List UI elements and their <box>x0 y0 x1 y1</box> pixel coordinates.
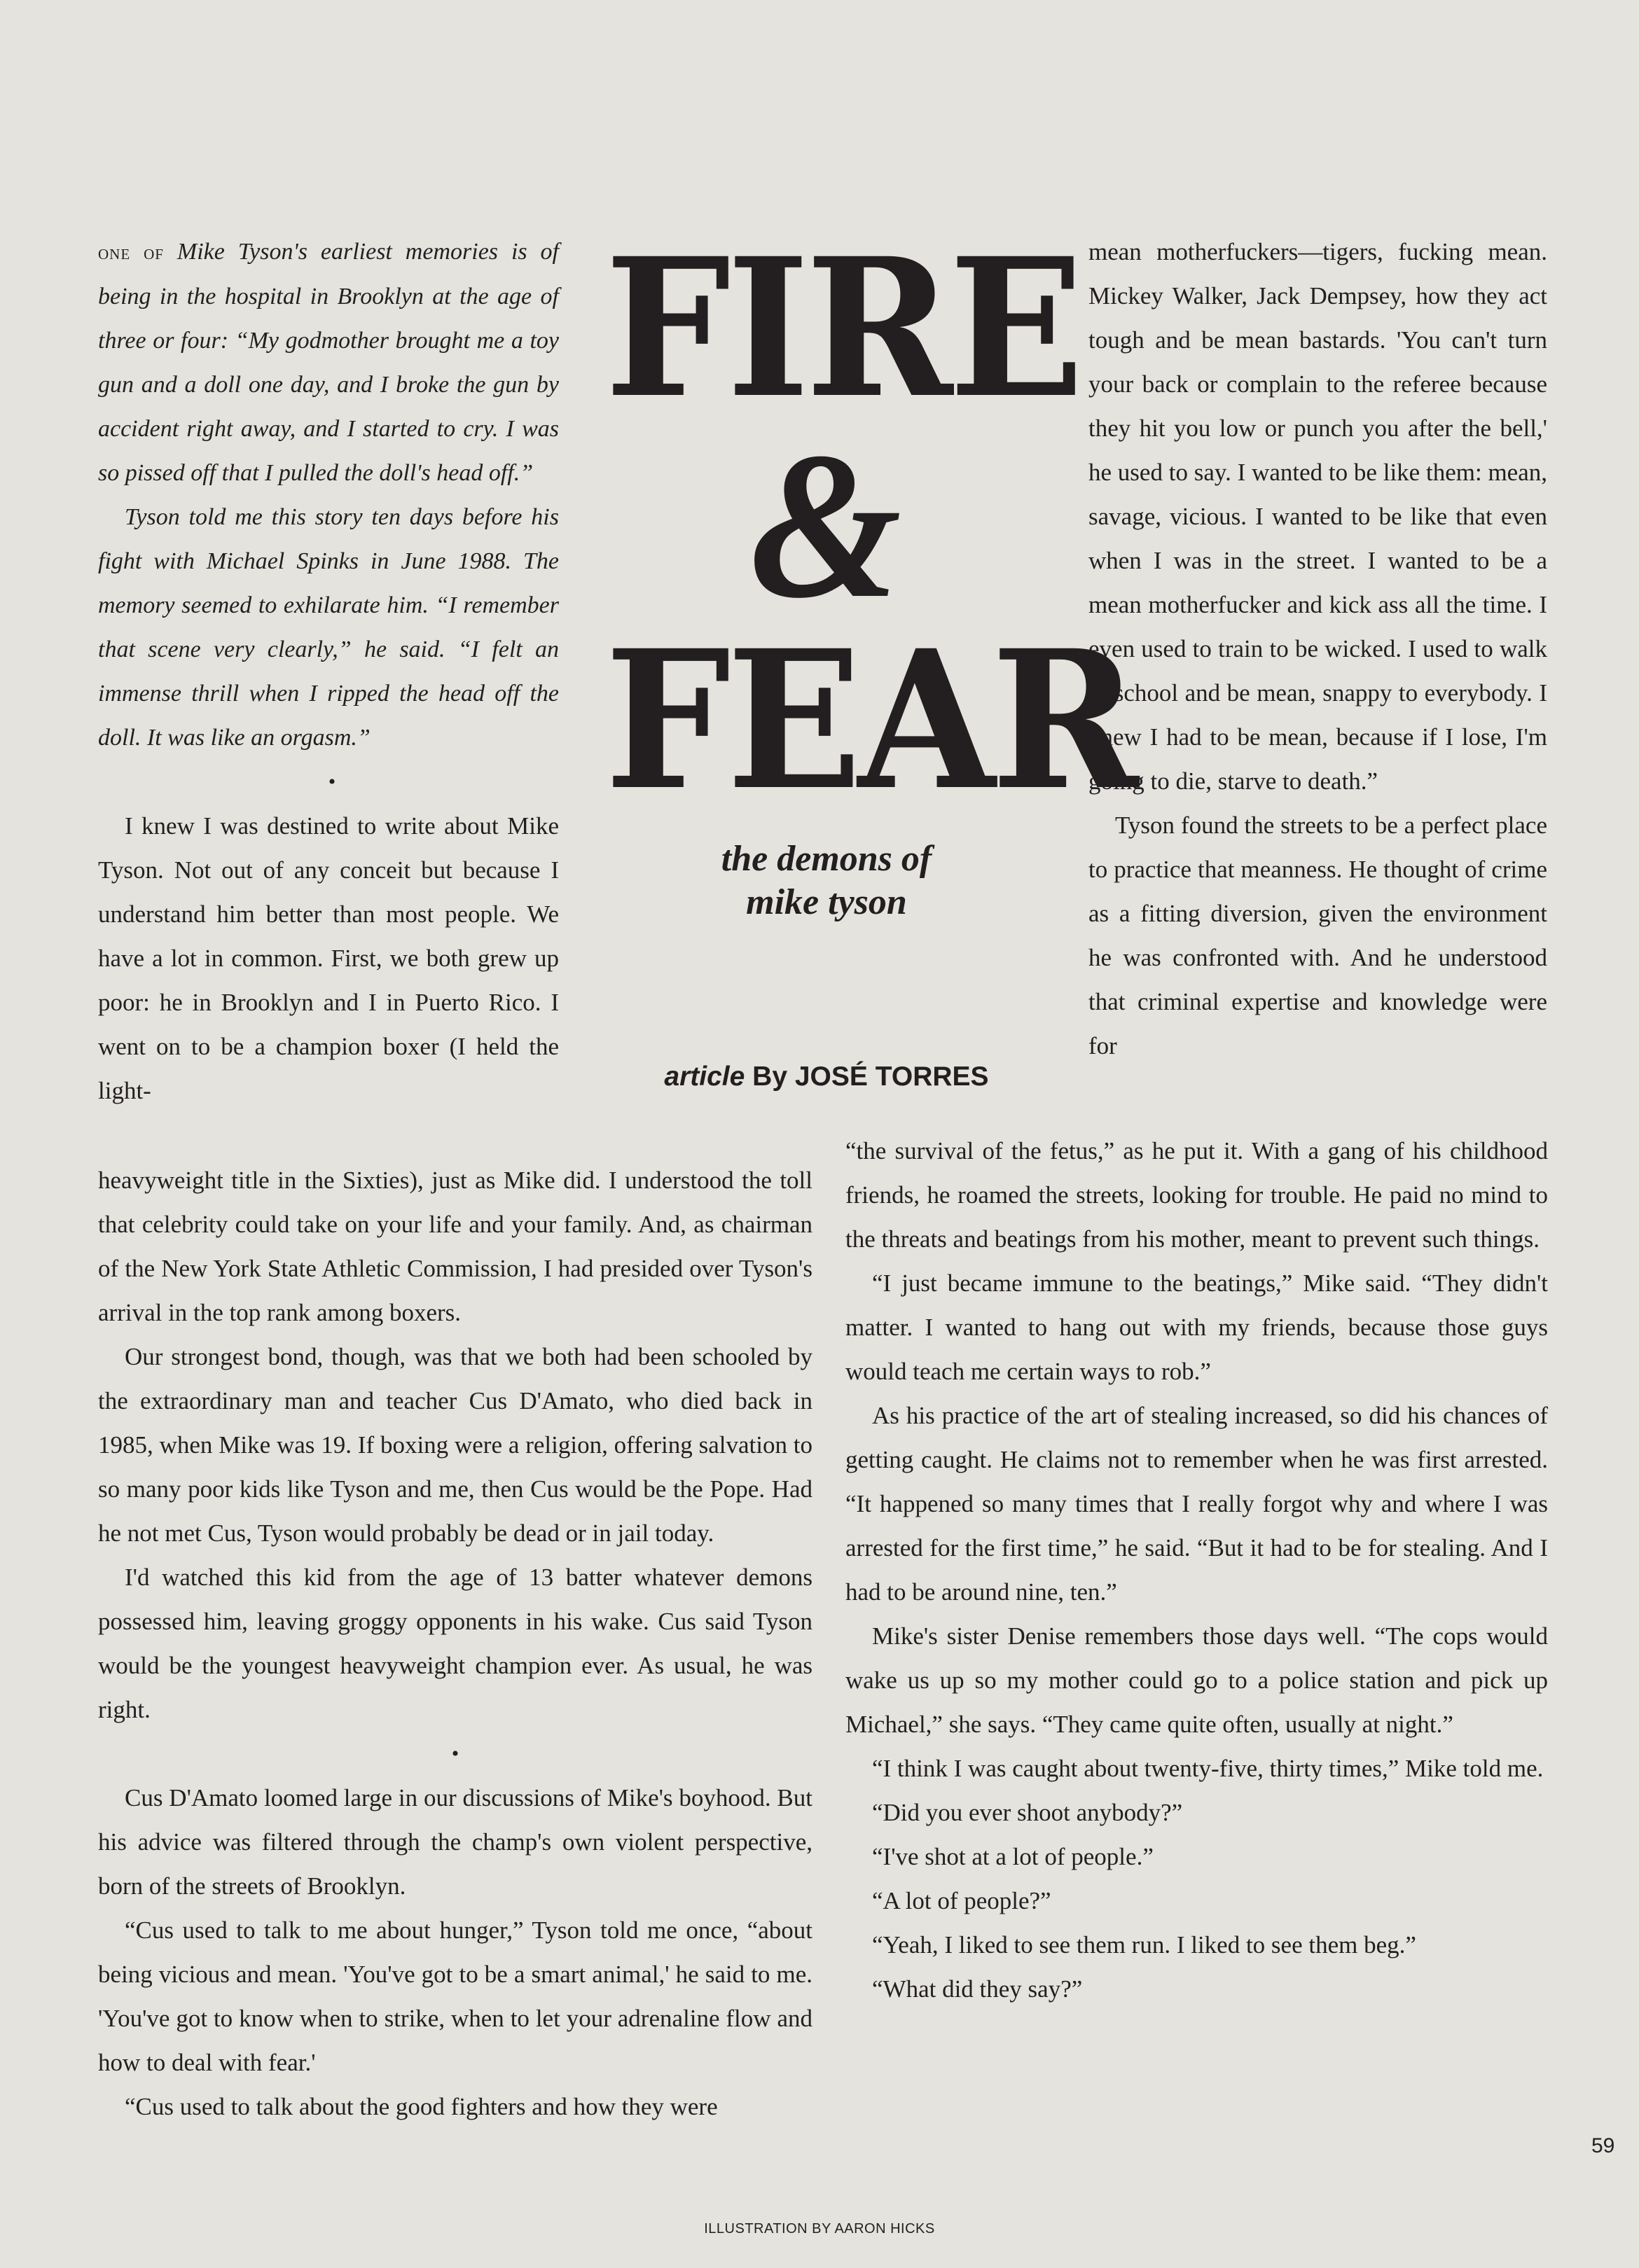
deck-line-2: mike tyson <box>746 882 907 922</box>
body-paragraph: Tyson found the streets to be a perfect place to practice that meanness. He thought of crime as a fitting diversion, given the environment he was confronted with. And he understood that criminal expertise and knowledge were for <box>1088 812 1547 1059</box>
right-column-bottom <box>845 1129 1548 2011</box>
body-paragraph: Mike's sister Denise remembers those days well. “The cops would wake us up so my mother could go to a police station and pick up Michael,” she says. “They came quite often, usually at night.” <box>845 1622 1548 1738</box>
intro-paragraph-1 <box>98 230 559 495</box>
body-paragraph: I'd watched this kid from the age of 13 batter whatever demons possessed him, leaving groggy opponents in his wake. Cus said Tyson would be the youngest heavyweight champion ever. As usual, he was right. <box>98 1564 812 1723</box>
body-paragraph: “I've shot at a lot of people.” <box>872 1843 1154 1870</box>
intro-lead-in: one of <box>98 241 164 264</box>
left-column-top <box>98 230 559 1113</box>
body-paragraph: “Yeah, I liked to see them run. I liked to see them beg.” <box>872 1931 1416 1959</box>
left-column-bottom <box>98 1158 812 2129</box>
body-paragraph: I knew I was destined to write about Mike Tyson. Not out of any conceit but because I understand him better than most people. We have a lot in common. First, we both grew up poor: he in Brooklyn and I in Puerto Rico. I went on to be a champion boxer (I held the light- <box>98 812 559 1104</box>
deck-subtitle <box>602 837 1051 924</box>
body-paragraph: “Cus used to talk about the good fighters and how they were <box>125 2093 718 2120</box>
body-paragraph: heavyweight title in the Sixties), just as Mike did. I understood the toll that celebrity could take on your life and your family. And, as chairman of the New York State Athletic Commission, I had presided over Tyson's arrival in the top rank among boxers. <box>98 1167 812 1326</box>
body-paragraph: “the survival of the fetus,” as he put it. With a gang of his childhood friends, he roamed the streets, looking for trouble. He paid no mind to the threats and beatings from his mother, meant to prevent such things. <box>845 1137 1548 1253</box>
byline-prefix: article <box>664 1062 745 1092</box>
headline-fire: FIRE <box>604 217 1081 440</box>
body-paragraph: “I just became immune to the beatings,” Mike said. “They didn't matter. I wanted to hang out with my friends, because those guys would teach me certain ways to rob.” <box>845 1269 1548 1385</box>
headline-fear: FEAR <box>604 609 1135 833</box>
illustration-credit: ILLUSTRATION BY AARON HICKS <box>704 2221 935 2236</box>
intro-text-1: Mike Tyson's earliest memories is of being in the hospital in Brooklyn at the age of three or four: “My godmother brought me a toy gun and a doll one day, and I broke the gun by accident right away, and I started to cry. I was so pissed off that I pulled the doll's head off.” <box>98 239 559 486</box>
byline <box>616 1059 1037 1094</box>
headline-ampersand: & <box>749 409 898 641</box>
body-paragraph: “A lot of people?” <box>872 1887 1051 1914</box>
section-separator: • <box>328 770 336 793</box>
byline-author: By JOSÉ TORRES <box>752 1062 989 1092</box>
intro-paragraph-2: Tyson told me this story ten days before his fight with Michael Spinks in June 1988. The memory seemed to exhilarate him. “I remember that scene very clearly,” he said. “I felt an immense thrill when I ripped the head off the doll. It was like an orgasm.” <box>98 504 559 751</box>
deck-line-1: the demons of <box>721 839 932 879</box>
body-paragraph: “Cus used to talk to me about hunger,” Tyson told me once, “about being vicious and mean. 'You've got to be a smart animal,' he said to me. 'You've got to know when to strike, when to let your adrenaline flow and how to deal with fear.' <box>98 1916 812 2076</box>
body-paragraph: Cus D'Amato loomed large in our discussions of Mike's boyhood. But his advice was filtered through the champ's own violent perspective, born of the streets of Brooklyn. <box>98 1784 812 1900</box>
body-paragraph: “Did you ever shoot anybody?” <box>872 1799 1183 1826</box>
section-separator: • <box>451 1742 459 1765</box>
headline <box>588 217 1135 833</box>
body-paragraph: “What did they say?” <box>872 1975 1083 2003</box>
right-column-top <box>1088 230 1547 1068</box>
page-number: 59 <box>1591 2134 1615 2157</box>
body-paragraph: “I think I was caught about twenty-five, thirty times,” Mike told me. <box>872 1755 1544 1782</box>
body-paragraph: As his practice of the art of stealing increased, so did his chances of getting caught. He claims not to remember when he was first arrested. “It happened so many times that I really forgot why and where I was arrested for the first time,” he said. “But it had to be for stealing. And I had to be around nine, ten.” <box>845 1402 1548 1606</box>
body-paragraph: mean motherfuckers—tigers, fucking mean. Mickey Walker, Jack Dempsey, how they act tough and be mean bastards. 'You can't turn your back or complain to the referee because they hit you low or punch you after the bell,' he used to say. I wanted to be like them: mean, savage, vicious. I wanted to be like that even when I was in the street. I wanted to be a mean motherfucker and kick ass all the time. I even used to train to be wicked. I used to walk to school and be mean, snappy to everybody. I knew I had to be mean, because if I lose, I'm going to die, starve to death.” <box>1088 238 1547 795</box>
body-paragraph: Our strongest bond, though, was that we both had been schooled by the extraordinary man and teacher Cus D'Amato, who died back in 1985, when Mike was 19. If boxing were a religion, offering salvation to so many poor kids like Tyson and me, then Cus would be the Pope. Had he not met Cus, Tyson would probably be dead or in jail today. <box>98 1343 812 1547</box>
